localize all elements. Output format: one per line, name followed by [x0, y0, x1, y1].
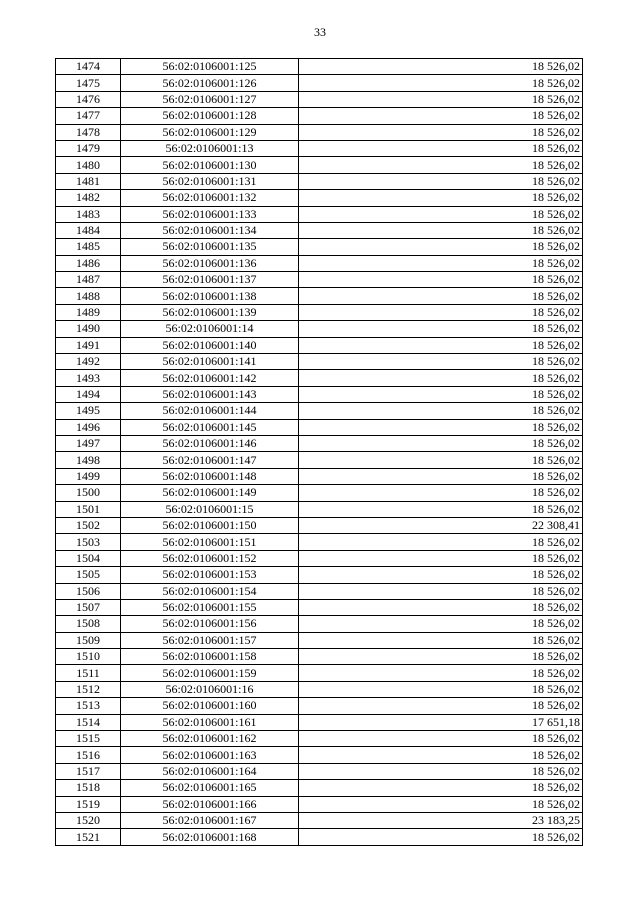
value-cell: 18 526,02	[299, 616, 583, 632]
cadastral-number-cell: 56:02:0106001:150	[121, 517, 299, 533]
cadastral-number-cell: 56:02:0106001:136	[121, 255, 299, 271]
cadastral-number-cell: 56:02:0106001:135	[121, 239, 299, 255]
cadastral-number-cell: 56:02:0106001:15	[121, 501, 299, 517]
table-row	[56, 550, 583, 566]
row-number-cell: 1495	[56, 403, 121, 419]
value-cell: 18 526,02	[299, 173, 583, 189]
table-row	[56, 239, 583, 255]
table-row	[56, 419, 583, 435]
row-number-cell: 1507	[56, 599, 121, 615]
value-cell: 18 526,02	[299, 681, 583, 697]
table-row	[56, 468, 583, 484]
value-cell: 18 526,02	[299, 255, 583, 271]
value-cell: 18 526,02	[299, 75, 583, 91]
row-number-cell: 1514	[56, 714, 121, 730]
table-row	[56, 304, 583, 320]
table-row	[56, 780, 583, 796]
value-cell: 18 526,02	[299, 485, 583, 501]
value-cell: 18 526,02	[299, 780, 583, 796]
cadastral-number-cell: 56:02:0106001:16	[121, 681, 299, 697]
table-row	[56, 665, 583, 681]
value-cell: 18 526,02	[299, 370, 583, 386]
table-row	[56, 370, 583, 386]
cadastral-number-cell: 56:02:0106001:165	[121, 780, 299, 796]
cadastral-number-cell: 56:02:0106001:131	[121, 173, 299, 189]
table-row	[56, 731, 583, 747]
value-cell: 18 526,02	[299, 190, 583, 206]
cadastral-number-cell: 56:02:0106001:159	[121, 665, 299, 681]
row-number-cell: 1502	[56, 517, 121, 533]
table-row	[56, 386, 583, 402]
cadastral-value-table	[55, 58, 583, 846]
row-number-cell: 1499	[56, 468, 121, 484]
cadastral-number-cell: 56:02:0106001:143	[121, 386, 299, 402]
row-number-cell: 1503	[56, 534, 121, 550]
value-cell: 18 526,02	[299, 222, 583, 238]
table-row	[56, 517, 583, 533]
table-row	[56, 501, 583, 517]
cadastral-number-cell: 56:02:0106001:163	[121, 747, 299, 763]
table-row	[56, 288, 583, 304]
cadastral-number-cell: 56:02:0106001:166	[121, 796, 299, 812]
value-cell: 18 526,02	[299, 649, 583, 665]
value-cell: 18 526,02	[299, 698, 583, 714]
table-row	[56, 567, 583, 583]
cadastral-number-cell: 56:02:0106001:160	[121, 698, 299, 714]
table-row	[56, 829, 583, 845]
row-number-cell: 1483	[56, 206, 121, 222]
value-cell: 18 526,02	[299, 435, 583, 451]
table-row	[56, 649, 583, 665]
table-row	[56, 321, 583, 337]
cadastral-number-cell: 56:02:0106001:134	[121, 222, 299, 238]
row-number-cell: 1511	[56, 665, 121, 681]
row-number-cell: 1509	[56, 632, 121, 648]
table-row	[56, 812, 583, 828]
value-cell: 18 526,02	[299, 583, 583, 599]
table-row	[56, 599, 583, 615]
row-number-cell: 1480	[56, 157, 121, 173]
table-row	[56, 452, 583, 468]
value-cell: 18 526,02	[299, 304, 583, 320]
value-cell: 18 526,02	[299, 239, 583, 255]
value-cell: 18 526,02	[299, 288, 583, 304]
value-cell: 18 526,02	[299, 157, 583, 173]
cadastral-number-cell: 56:02:0106001:156	[121, 616, 299, 632]
value-cell: 18 526,02	[299, 419, 583, 435]
cadastral-number-cell: 56:02:0106001:128	[121, 108, 299, 124]
row-number-cell: 1487	[56, 272, 121, 288]
value-cell: 18 526,02	[299, 567, 583, 583]
value-cell: 18 526,02	[299, 599, 583, 615]
row-number-cell: 1516	[56, 747, 121, 763]
cadastral-number-cell: 56:02:0106001:137	[121, 272, 299, 288]
table-row	[56, 91, 583, 107]
value-cell: 18 526,02	[299, 632, 583, 648]
value-cell: 18 526,02	[299, 829, 583, 845]
row-number-cell: 1496	[56, 419, 121, 435]
row-number-cell: 1490	[56, 321, 121, 337]
cadastral-number-cell: 56:02:0106001:132	[121, 190, 299, 206]
cadastral-number-cell: 56:02:0106001:145	[121, 419, 299, 435]
cadastral-number-cell: 56:02:0106001:130	[121, 157, 299, 173]
value-cell: 18 526,02	[299, 206, 583, 222]
cadastral-number-cell: 56:02:0106001:127	[121, 91, 299, 107]
row-number-cell: 1488	[56, 288, 121, 304]
row-number-cell: 1475	[56, 75, 121, 91]
table-row	[56, 272, 583, 288]
row-number-cell: 1493	[56, 370, 121, 386]
cadastral-number-cell: 56:02:0106001:146	[121, 435, 299, 451]
value-cell: 18 526,02	[299, 140, 583, 156]
row-number-cell: 1520	[56, 812, 121, 828]
value-cell: 18 526,02	[299, 403, 583, 419]
row-number-cell: 1486	[56, 255, 121, 271]
table-row	[56, 796, 583, 812]
cadastral-number-cell: 56:02:0106001:148	[121, 468, 299, 484]
value-cell: 18 526,02	[299, 354, 583, 370]
value-cell: 18 526,02	[299, 337, 583, 353]
row-number-cell: 1477	[56, 108, 121, 124]
row-number-cell: 1508	[56, 616, 121, 632]
table-row	[56, 157, 583, 173]
row-number-cell: 1497	[56, 435, 121, 451]
value-cell: 18 526,02	[299, 763, 583, 779]
row-number-cell: 1492	[56, 354, 121, 370]
row-number-cell: 1489	[56, 304, 121, 320]
cadastral-number-cell: 56:02:0106001:129	[121, 124, 299, 140]
row-number-cell: 1501	[56, 501, 121, 517]
value-cell: 17 651,18	[299, 714, 583, 730]
row-number-cell: 1513	[56, 698, 121, 714]
cadastral-number-cell: 56:02:0106001:14	[121, 321, 299, 337]
cadastral-number-cell: 56:02:0106001:139	[121, 304, 299, 320]
value-cell: 18 526,02	[299, 91, 583, 107]
cadastral-number-cell: 56:02:0106001:153	[121, 567, 299, 583]
cadastral-number-cell: 56:02:0106001:154	[121, 583, 299, 599]
cadastral-number-cell: 56:02:0106001:158	[121, 649, 299, 665]
cadastral-number-cell: 56:02:0106001:147	[121, 452, 299, 468]
table-row	[56, 403, 583, 419]
table-row	[56, 59, 583, 75]
row-number-cell: 1518	[56, 780, 121, 796]
cadastral-number-cell: 56:02:0106001:126	[121, 75, 299, 91]
row-number-cell: 1478	[56, 124, 121, 140]
value-cell: 18 526,02	[299, 550, 583, 566]
table-row	[56, 616, 583, 632]
row-number-cell: 1474	[56, 59, 121, 75]
table-row	[56, 124, 583, 140]
value-cell: 18 526,02	[299, 386, 583, 402]
table-row	[56, 206, 583, 222]
table-body	[56, 59, 583, 846]
cadastral-number-cell: 56:02:0106001:138	[121, 288, 299, 304]
row-number-cell: 1521	[56, 829, 121, 845]
value-cell: 18 526,02	[299, 501, 583, 517]
cadastral-number-cell: 56:02:0106001:157	[121, 632, 299, 648]
value-cell: 22 308,41	[299, 517, 583, 533]
row-number-cell: 1482	[56, 190, 121, 206]
table-row	[56, 222, 583, 238]
value-cell: 18 526,02	[299, 272, 583, 288]
cadastral-number-cell: 56:02:0106001:13	[121, 140, 299, 156]
row-number-cell: 1479	[56, 140, 121, 156]
table-row	[56, 763, 583, 779]
cadastral-number-cell: 56:02:0106001:125	[121, 59, 299, 75]
cadastral-number-cell: 56:02:0106001:144	[121, 403, 299, 419]
cadastral-number-cell: 56:02:0106001:149	[121, 485, 299, 501]
table-row	[56, 354, 583, 370]
cadastral-number-cell: 56:02:0106001:167	[121, 812, 299, 828]
row-number-cell: 1494	[56, 386, 121, 402]
cadastral-number-cell: 56:02:0106001:133	[121, 206, 299, 222]
cadastral-number-cell: 56:02:0106001:151	[121, 534, 299, 550]
table-row	[56, 255, 583, 271]
table-row	[56, 681, 583, 697]
value-cell: 18 526,02	[299, 731, 583, 747]
cadastral-number-cell: 56:02:0106001:152	[121, 550, 299, 566]
table-row	[56, 714, 583, 730]
row-number-cell: 1506	[56, 583, 121, 599]
row-number-cell: 1485	[56, 239, 121, 255]
cadastral-number-cell: 56:02:0106001:161	[121, 714, 299, 730]
cadastral-number-cell: 56:02:0106001:140	[121, 337, 299, 353]
row-number-cell: 1515	[56, 731, 121, 747]
value-cell: 18 526,02	[299, 452, 583, 468]
value-cell: 18 526,02	[299, 468, 583, 484]
value-cell: 18 526,02	[299, 59, 583, 75]
table-row	[56, 747, 583, 763]
cadastral-number-cell: 56:02:0106001:162	[121, 731, 299, 747]
table-row	[56, 583, 583, 599]
value-cell: 18 526,02	[299, 534, 583, 550]
table-row	[56, 75, 583, 91]
table-row	[56, 534, 583, 550]
value-cell: 18 526,02	[299, 747, 583, 763]
table-row	[56, 435, 583, 451]
cadastral-number-cell: 56:02:0106001:168	[121, 829, 299, 845]
table-row	[56, 140, 583, 156]
table-row	[56, 485, 583, 501]
row-number-cell: 1481	[56, 173, 121, 189]
table-row	[56, 337, 583, 353]
value-cell: 23 183,25	[299, 812, 583, 828]
row-number-cell: 1484	[56, 222, 121, 238]
row-number-cell: 1500	[56, 485, 121, 501]
row-number-cell: 1504	[56, 550, 121, 566]
table-row	[56, 108, 583, 124]
page-number: 33	[314, 25, 326, 39]
row-number-cell: 1476	[56, 91, 121, 107]
table-row	[56, 190, 583, 206]
row-number-cell: 1517	[56, 763, 121, 779]
table-row	[56, 632, 583, 648]
value-cell: 18 526,02	[299, 124, 583, 140]
cadastral-number-cell: 56:02:0106001:164	[121, 763, 299, 779]
row-number-cell: 1512	[56, 681, 121, 697]
row-number-cell: 1519	[56, 796, 121, 812]
table-row	[56, 698, 583, 714]
row-number-cell: 1505	[56, 567, 121, 583]
cadastral-number-cell: 56:02:0106001:141	[121, 354, 299, 370]
cadastral-number-cell: 56:02:0106001:142	[121, 370, 299, 386]
row-number-cell: 1491	[56, 337, 121, 353]
row-number-cell: 1510	[56, 649, 121, 665]
cadastral-number-cell: 56:02:0106001:155	[121, 599, 299, 615]
value-cell: 18 526,02	[299, 321, 583, 337]
table-row	[56, 173, 583, 189]
value-cell: 18 526,02	[299, 665, 583, 681]
value-cell: 18 526,02	[299, 108, 583, 124]
row-number-cell: 1498	[56, 452, 121, 468]
value-cell: 18 526,02	[299, 796, 583, 812]
